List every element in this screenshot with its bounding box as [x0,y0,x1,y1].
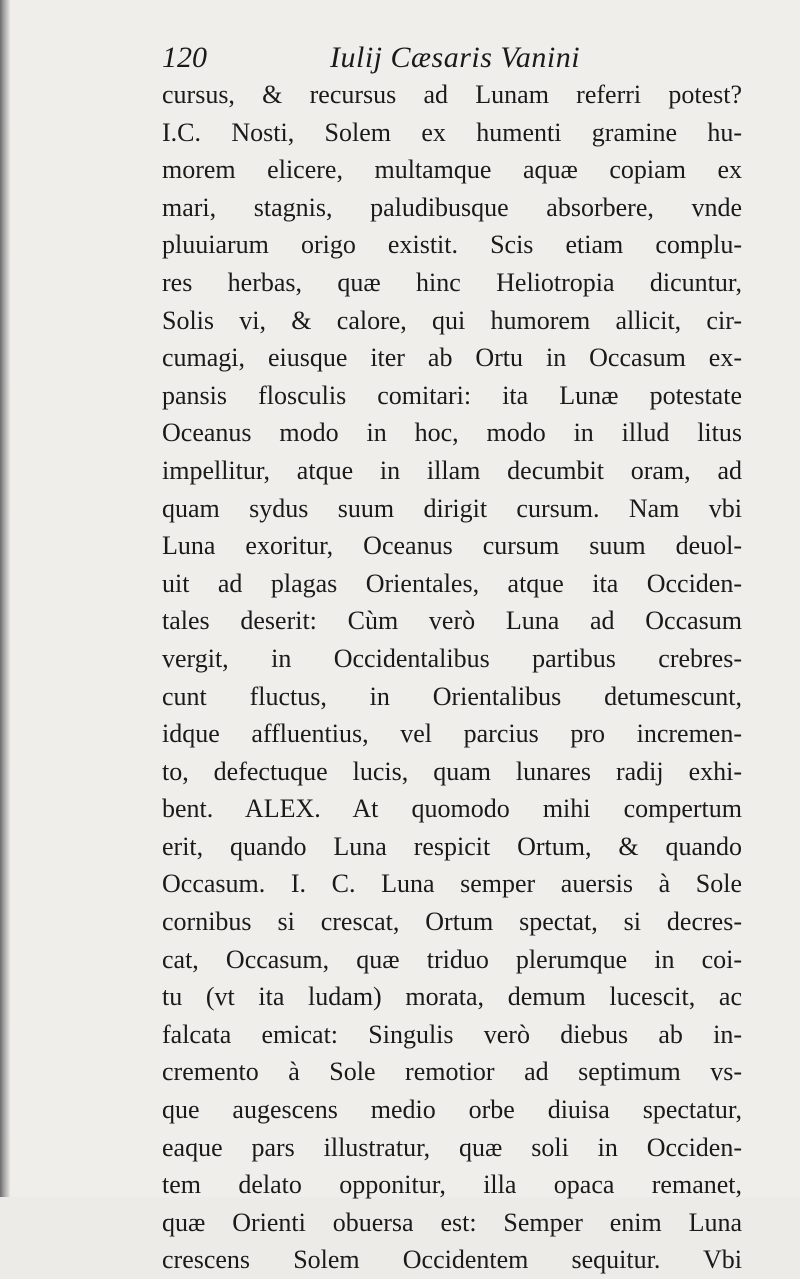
text-line: que augescens medio orbe diuisa spectatur, [162,1095,742,1125]
text-line: morem elicere, multamque aquæ copiam ex [162,155,742,185]
text-line: tales deserit: Cùm verò Luna ad Occasum [162,606,742,636]
body-text [162,76,742,1279]
text-line: Solis vi, & calore, qui humorem allicit, cir- [162,305,742,335]
text-line: cursus, & recursus ad Lunam referri potest? [162,80,742,109]
text-line: vergit, in Occidentalibus partibus crebres- [162,643,742,673]
text-line: mari, stagnis, paludibusque absorbere, vnde [162,192,742,222]
text-line: erit, quando Luna respicit Ortum, & quando [162,831,742,861]
text-line: cremento à Sole remotior ad septimum vs- [162,1057,742,1087]
text-line: quam sydus suum dirigit cursum. Nam vbi [162,493,742,523]
page-header [162,38,737,78]
text-line: idque affluentius, vel parcius pro incremen- [162,719,742,749]
text-line: tu (vt ita ludam) morata, demum lucescit, ac [162,982,742,1012]
text-line: bent. ALEX. At quomodo mihi compertum [162,794,742,824]
text-line: to, defectuque lucis, quam lunares radij exhi- [162,756,742,786]
text-line: Oceanus modo in hoc, modo in illud litus [162,418,742,448]
text-line: Luna exoritur, Oceanus cursum suum deuol- [162,531,742,561]
text-line: pluuiarum origo existit. Scis etiam complu- [162,230,742,260]
text-line: quæ Orienti obuersa est: Semper enim Luna [162,1207,742,1237]
text-line: cornibus si crescat, Ortum spectat, si decres- [162,907,742,937]
text-line: cat, Occasum, quæ triduo plerumque in coi- [162,944,742,974]
running-title: Iulij Cæsaris Vanini [330,41,581,74]
text-line: I.C. Nosti, Solem ex humenti gramine hu- [162,117,742,147]
page-number: 120 [162,41,207,74]
text-line: pansis flosculis comitari: ita Lunæ potestate [162,380,742,410]
binding-gutter [0,0,10,1197]
text-line: falcata emicat: Singulis verò diebus ab in- [162,1019,742,1049]
text-line: cumagi, eiusque iter ab Ortu in Occasum ex- [162,343,742,373]
text-line: impellitur, atque in illam decumbit oram, ad [162,455,742,485]
text-line: uit ad plagas Orientales, atque ita Occiden- [162,568,742,598]
text-line: cunt fluctus, in Orientalibus detumescunt, [162,681,742,711]
text-line: crescens Solem Occidentem sequitur. Vbi [162,1245,742,1275]
text-line: tem delato opponitur, illa opaca remanet, [162,1170,742,1200]
text-line: res herbas, quæ hinc Heliotropia dicuntur, [162,267,742,297]
text-line: Occasum. I. C. Luna semper auersis à Sole [162,869,742,899]
text-line: eaque pars illustratur, quæ soli in Occiden- [162,1132,742,1162]
